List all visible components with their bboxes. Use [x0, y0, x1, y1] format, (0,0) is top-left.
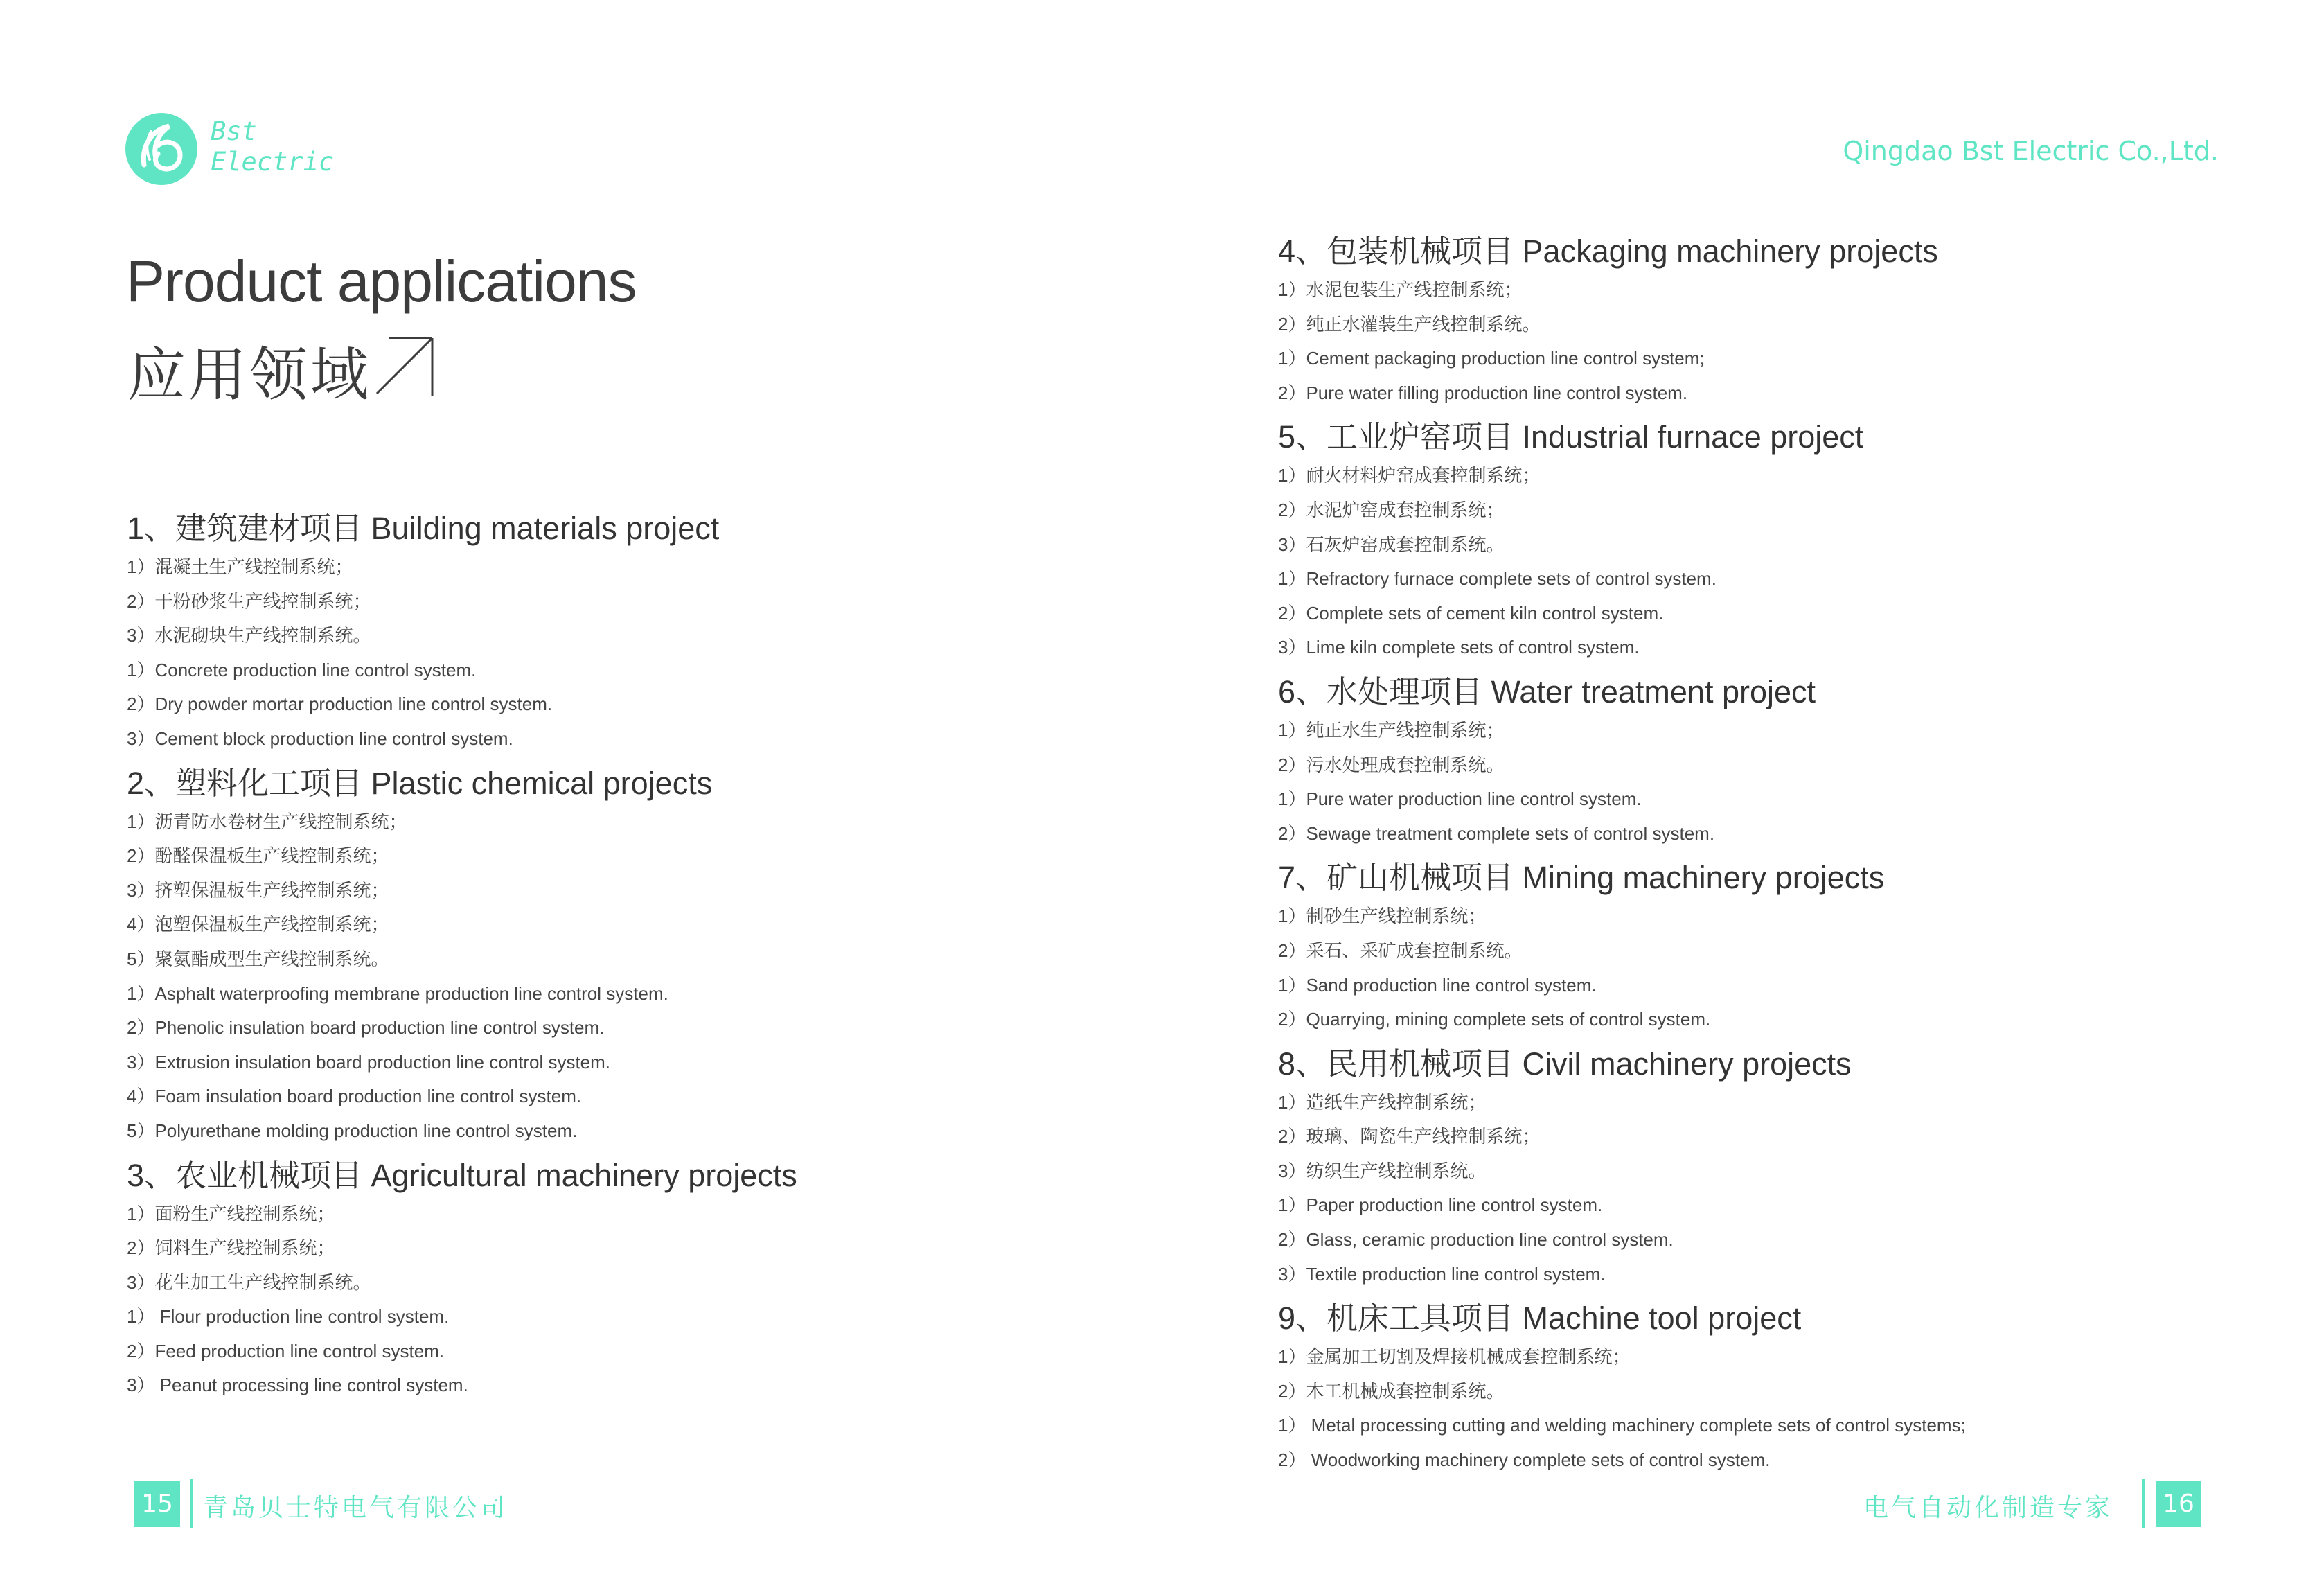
section-title: 9、机床工具项目 Machine tool project [1278, 1300, 1802, 1336]
list-item: 2）Phenolic insulation board production line control system. [127, 1017, 605, 1039]
list-item: 1）混凝土生产线控制系统； [127, 556, 353, 577]
list-item: 2）Dry powder mortar production line control system. [127, 694, 553, 715]
list-item: 3）Lime kiln complete sets of control system. [1278, 637, 1640, 658]
page-number-left: 15 [134, 1481, 180, 1527]
list-item: 2）污水处理成套控制系统。 [1278, 754, 1505, 775]
list-item: 1）Paper production line control system. [1278, 1194, 1603, 1216]
list-item: 3）纺织生产线控制系统。 [1278, 1160, 1487, 1181]
list-item: 3）水泥砌块生产线控制系统。 [127, 625, 371, 646]
list-item: 1）制砂生产线控制系统； [1278, 906, 1487, 927]
section-title: 4、包装机械项目 Packaging machinery projects [1278, 233, 1938, 269]
bst-logo-icon [123, 111, 199, 187]
list-item: 1）纯正水生产线控制系统； [1278, 719, 1505, 741]
list-item: 1）沥青防水卷材生产线控制系统； [127, 811, 407, 832]
list-item: 3）挤塑保温板生产线控制系统； [127, 879, 389, 901]
section-water-treatment [1278, 671, 2248, 851]
section-title: 2、塑料化工项目 Plastic chemical projects [127, 765, 713, 801]
list-item: 1）造纸生产线控制系统； [1278, 1091, 1487, 1113]
list-item: 2）Pure water filling production line control system. [1278, 382, 1688, 403]
list-item: 1）水泥包装生产线控制系统； [1278, 279, 1523, 300]
list-item: 1）Refractory furnace complete sets of control system. [1278, 568, 1717, 590]
section-building-materials [127, 507, 1166, 757]
company-name-en: Qingdao Bst Electric Co.,Ltd. [1843, 136, 2219, 166]
section-title: 6、水处理项目 Water treatment project [1278, 673, 1816, 709]
section-civil-machinery [1278, 1043, 2248, 1292]
list-item: 5）聚氨酯成型生产线控制系统。 [127, 948, 389, 969]
list-item: 2）木工机械成套控制系统。 [1278, 1380, 1505, 1402]
list-item: 1） Metal processing cutting and welding machinery complete sets of control systems; [1278, 1415, 1966, 1436]
section-mining-machinery [1278, 856, 2248, 1036]
list-item: 4）Foam insulation board production line control system. [127, 1086, 582, 1107]
footer-slogan-zh: 电气自动化制造专家 [1863, 1494, 2113, 1522]
list-item: 1）Sand production line control system. [1278, 974, 1597, 996]
list-item: 3）花生加工生产线控制系统。 [127, 1271, 371, 1293]
list-item: 3）Cement block production line control system. [127, 727, 513, 749]
list-item: 1）Cement packaging production line control system; [1278, 348, 1705, 369]
list-item: 2）酚醛保温板生产线控制系统； [127, 845, 389, 867]
footer-company-zh: 青岛贝士特电气有限公司 [203, 1494, 508, 1522]
list-item: 3）Textile production line control system. [1278, 1263, 1606, 1285]
footer-divider-right [2142, 1479, 2145, 1528]
list-item: 2）Feed production line control system. [127, 1340, 445, 1361]
arrow-icon [374, 333, 438, 396]
list-item: 2）饲料生产线控制系统； [127, 1237, 335, 1259]
list-item: 1）金属加工切割及焊接机械成套控制系统； [1278, 1346, 1631, 1368]
list-item: 1） Flour production line control system. [127, 1306, 450, 1327]
list-item: 1）耐火材料炉窑成套控制系统； [1278, 465, 1541, 486]
section-title: 8、民用机械项目 Civil machinery projects [1278, 1046, 1852, 1082]
section-title: 7、矿山机械项目 Mining machinery projects [1278, 860, 1885, 896]
section-title: 1、建筑建材项目 Building materials project [127, 511, 720, 546]
list-item: 4）泡塑保温板生产线控制系统； [127, 914, 389, 935]
page-title-en: Product applications [126, 249, 637, 314]
list-item: 3）Extrusion insulation board production line control system. [127, 1051, 611, 1073]
section-plastic-chemical [127, 762, 1166, 1149]
list-item: 1）Pure water production line control system. [1278, 788, 1642, 810]
list-item: 5）Polyurethane molding production line control system. [127, 1120, 578, 1141]
section-title: 5、工业炉窑项目 Industrial furnace project [1278, 419, 1864, 455]
section-agricultural-machinery [127, 1154, 1166, 1404]
list-item: 2）水泥炉窑成套控制系统； [1278, 499, 1505, 520]
list-item: 2）Sewage treatment complete sets of control system. [1278, 822, 1715, 844]
section-industrial-furnace [1278, 416, 2248, 665]
list-item: 3）石灰炉窑成套控制系统。 [1278, 533, 1505, 555]
list-item: 2）采石、采矿成套控制系统。 [1278, 939, 1523, 961]
right-column [1278, 230, 2248, 1478]
page-number-right: 16 [2156, 1481, 2201, 1527]
left-column [127, 507, 1166, 1403]
logo-line1: Bst [211, 116, 257, 146]
list-item: 2）Complete sets of cement kiln control system. [1278, 602, 1664, 624]
section-packaging-machinery [1278, 230, 2248, 410]
list-item: 2）纯正水灌装生产线控制系统。 [1278, 313, 1541, 335]
logo-text [211, 116, 334, 177]
list-item: 2）Quarrying, mining complete sets of control system. [1278, 1009, 1711, 1030]
list-item: 1）面粉生产线控制系统； [127, 1203, 335, 1224]
section-title: 3、农业机械项目 Agricultural machinery projects [127, 1157, 797, 1193]
logo-line2: Electric [211, 147, 335, 177]
list-item: 2） Woodworking machinery complete sets of control system. [1278, 1449, 1771, 1471]
list-item: 3） Peanut processing line control system. [127, 1375, 468, 1396]
list-item: 2）Glass, ceramic production line control system. [1278, 1229, 1674, 1251]
list-item: 1）Asphalt waterproofing membrane production line control system. [127, 982, 668, 1004]
list-item: 2）干粉砂浆生产线控制系统； [127, 590, 371, 612]
list-item: 1）Concrete production line control system. [127, 659, 477, 680]
footer-divider-left [190, 1479, 193, 1528]
section-machine-tool [1278, 1297, 2248, 1477]
page-title-zh: 应用领域 [127, 341, 372, 409]
list-item: 2）玻璃、陶瓷生产线控制系统； [1278, 1126, 1541, 1147]
